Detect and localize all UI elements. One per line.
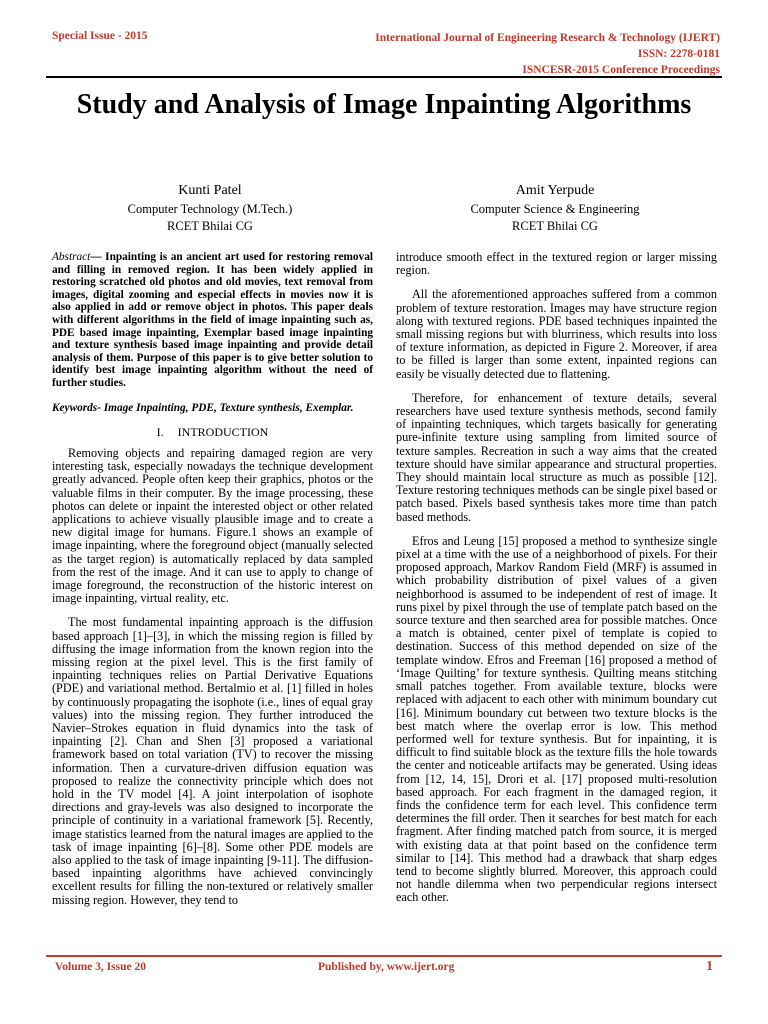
body-paragraph: Removing objects and repairing damaged region are very interesting task, especially nowadays the technique development greatly advanced. People often keep their graphics, photos or the valuable films in their computer. By the image processing, these photos can delete or inpaint the interested object or other related applications to achieve visually plausible image and to create a new digital image for humans. Figure.1 shows an example of image inpainting, where the foreground object (manually selected as the target region) is automatically replaced by data sampled from the rest of the image. And it can use to apply to change of image foreground, the reconstruction of the historic interest on image inpainting, virtual reality, etc. (52, 445, 373, 606)
body-paragraph: The most fundamental inpainting approach is the diffusion based approach [1]–[3], in which the missing region is filled by diffusing the image information from the known region into the missing region at the pixel level. This is the first family of inpainting techniques relies on Partial Derivative Equations (PDE) and variational method. Bertalmio et al. [1] filled in holes by continuously propagating the isophote (i.e., lines of equal gray values) into the missing region. They further introduced the Navier–Strokes equation in fluid dynamics into the task of inpainting [2]. Chan and Shen [3] proposed a variational framework based on total variation (TV) to recover the missing information. Then a curvature-driven diffusion equation was proposed to realize the connectivity principle which does not hold in the TV model [4]. A joint interpolation of isophote directions and gray-levels was also designed to incorporate the principle of continuity in a variational framework [5]. Recently, image statistics learned from the natural images are applied to the task of image inpainting [6]–[8]. Some other PDE models are also applied to the task of image inpainting [9-11]. The diffusion-based inpainting algorithms have achieved convincingly excellent results for filling the non-textured or relatively smaller missing region. However, they tend to (52, 615, 373, 907)
body-paragraph: Therefore, for enhancement of texture details, several researchers have used texture synthesis methods, second family of inpainting techniques, which targets basically for generating pure-infinite texture using sampling from limited source of texture samples. Recreation in such a way aims that the created texture should have similar appearance and structural properties. They should maintain local structure as much as possible [12]. Texture restoring techniques methods can be single pixel based or patch based. Pixels based synthesis takes more time than patch based methods. (396, 390, 718, 524)
abstract-text: — Inpainting is an ancient art used for restoring removal and filling in removed region. It has been widely applied in restoring scratched old photos and old movies, text removal from images, digital zooming and especial effects in movies now it is also applied in add or remove object in photos. This paper deals with different algorithms in the field of image inpainting such as, PDE based image inpainting, Exemplar based image inpainting and texture synthesis based image inpainting and provide detail analysis of them. Purpose of this paper is to give better solution to identify best image inpainting algorithm without the need of further studies. (52, 251, 373, 389)
footer-volume: Volume 3, Issue 20 (55, 961, 146, 973)
header-rule (46, 76, 722, 78)
header-special-issue: Special Issue - 2015 (52, 30, 148, 42)
footer-rule (46, 955, 722, 957)
page-number: 1 (706, 959, 713, 974)
abstract-label: Abstract (52, 251, 91, 263)
footer-publisher: Published by, www.ijert.org (318, 961, 455, 973)
author-institution: RCET Bhilai CG (512, 219, 598, 233)
abstract (52, 251, 373, 390)
author-name: Kunti Patel (178, 183, 242, 198)
issn: ISSN: 2278-0181 (637, 48, 720, 60)
section-title: INTRODUCTION (177, 424, 269, 439)
journal-name: International Journal of Engineering Research & Technology (IJERT) (375, 32, 720, 44)
section-number: I. (156, 424, 164, 439)
author-name: Amit Yerpude (515, 183, 595, 198)
author-institution: RCET Bhilai CG (167, 219, 253, 233)
author-block-1 (60, 181, 360, 235)
paper-title: Study and Analysis of Image Inpainting Algorithms (76, 89, 692, 120)
body-paragraph: All the aforementioned approaches suffered from a common problem of texture restoration. Images may have structure region along with textured regions. PDE based techniques inpainted the small missing regions but with blurriness, which results into loss of texture information, as depicted in Figure 2. Moreover, if area to be filled is larger than some extent, inpainted regions can easily be visually detected due to flattening. (396, 287, 717, 381)
author-block-2 (405, 181, 705, 235)
header-journal-info (375, 30, 720, 78)
proceedings: ISNCESR-2015 Conference Proceedings (522, 64, 720, 76)
left-column (52, 251, 373, 907)
section-heading (52, 426, 373, 439)
body-paragraph: Efros and Leung [15] proposed a method to synthesize single pixel at a time with the use of a neighborhood of pixels. For their proposed approach, Markov Random Field (MRF) is assumed in which probability distribution of pixel values of a given neighborhood is assumed to be independent of rest of image. It runs pixel by pixel through the use of template patch based on the source texture and then searched area for possible matches. Once a match is obtained, center pixel of template is copied to destination. Success of this method depended on size of the template window. Efros and Freeman [16] proposed a method of ‘Image Quilting’ for texture synthesis. Quilting means stitching small patches together. From available texture, blocks were replaced with adjacent to each other with minimum boundary cut [16]. Minimum boundary cut between two texture blocks is the best match where the overlap error is low. This method performed well for texture synthesis. But for inpainting, it is difficult to find suitable block as the texture fills the hole towards the center and noticeable artifacts may be generated. Using ideas from [12, 14, 15], Drori et al. [17] proposed multi-resolution based approach. For each fragment in the damaged region, it finds the confidence term for each level. This confidence term determines the fill order. Then it searches for best match for each fragment. After finding matched patch from source, it is merged with existing data at that point based on the confidence term similar to [14]. This method had a drawback that sharp edges tend to become slightly blurred. Moreover, this approach could not handle dilemma when two perpendicular regions intersect each other. (396, 533, 717, 905)
author-department: Computer Science & Engineering (470, 202, 640, 216)
right-column (396, 251, 717, 905)
author-department: Computer Technology (M.Tech.) (127, 202, 293, 216)
body-paragraph: introduce smooth effect in the textured region or larger missing region. (396, 250, 717, 278)
keywords: Keywords- Image Inpainting, PDE, Texture synthesis, Exemplar. (52, 401, 354, 414)
